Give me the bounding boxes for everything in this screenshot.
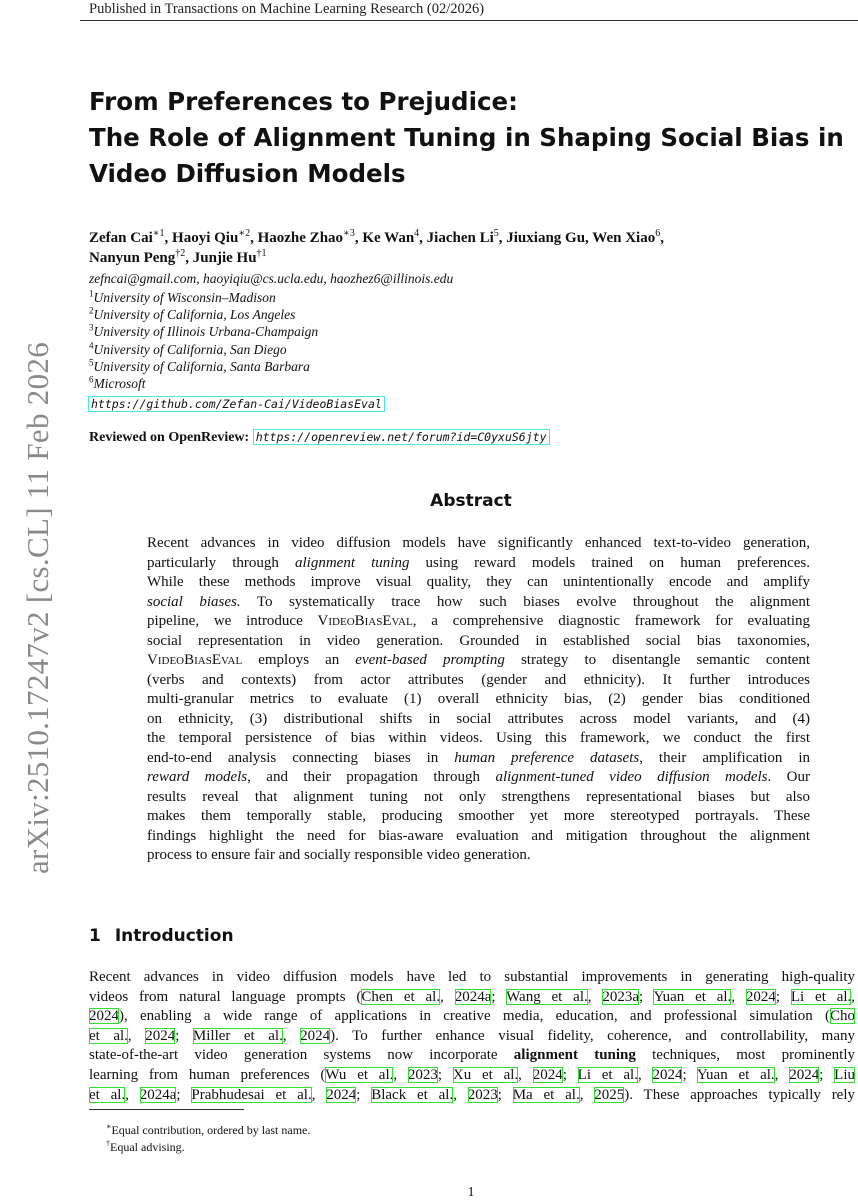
citation-link[interactable]: 2024: [532, 1066, 563, 1083]
text-line: [147, 573, 810, 593]
affiliation-number: 6: [89, 374, 94, 385]
author-name: Nanyun Peng: [89, 250, 176, 266]
author-list: Zefan Cai$^{∗1}$, Haoyi Qiu$^{∗2}$, Haozhe Zhao$^{∗3}$, Ke Wan$^4$, Jiachen Li$^5$, Jiuxiang Gu, Wen Xiao$^6$, Nanyun Peng$^{\dagger 2}$, Junjie Hu$^{\dagger 1}$: [89, 228, 664, 266]
text-line: [147, 788, 810, 808]
text-run: ), enabling a wide range of applications in creative media, education, and professional simulation (: [119, 1008, 830, 1025]
review-label: Reviewed on OpenReview:: [89, 430, 250, 445]
text-run: ,: [518, 1066, 533, 1083]
text-line: [89, 1027, 855, 1047]
text-run: the temporal persistence of bias within videos. Using this framework, we conduct the first: [147, 730, 810, 746]
title-line: The Role of Alignment Tuning in Shaping Social Bias in: [89, 123, 844, 152]
text-run: learning from human preferences (: [89, 1066, 326, 1083]
text-run: ;: [819, 1066, 835, 1083]
text-run: results reveal that alignment tuning not only strengthens representational biases but also: [147, 788, 810, 805]
author-name: Haozhe Zhao: [257, 230, 344, 246]
affiliation-name: University of California, San Diego: [93, 341, 287, 357]
emphasis: social biases.: [147, 593, 241, 610]
citation-link[interactable]: Cho: [829, 1008, 855, 1025]
affiliation: [89, 358, 318, 375]
text-run: ,: [282, 1027, 301, 1044]
citation-link[interactable]: Black et al.: [371, 1086, 454, 1103]
text-run: on ethnicity, (3) distributional shifts in social attributes across model variants, and (4): [147, 710, 810, 727]
affiliation-name: University of Illinois Urbana-Champaign: [93, 324, 319, 340]
emphasis: event-based prompting: [355, 652, 505, 668]
text-run: techniques, most prominently: [635, 1047, 855, 1064]
text-run: ,: [587, 988, 603, 1005]
emphasis: alignment tuning: [295, 554, 410, 571]
citation-link[interactable]: 2024: [300, 1027, 331, 1044]
text-line: [147, 612, 810, 632]
text-line: [147, 671, 810, 691]
text-run: , their amplification in: [639, 749, 810, 766]
abstract-body: [147, 534, 810, 866]
author-name: Ke Wan: [362, 230, 415, 246]
introduction-body: [89, 968, 855, 1105]
citation-link[interactable]: 2024: [326, 1086, 357, 1103]
author-affil-mark: 4: [414, 228, 420, 239]
citation-link[interactable]: Li et al.: [790, 988, 852, 1005]
text-run: While these methods improve visual quality, they can unintentionally encode and amplify: [147, 574, 810, 590]
text-run: ,: [125, 1086, 140, 1103]
affiliation: [89, 375, 318, 392]
citation-link[interactable]: Yuan et al.: [653, 988, 732, 1005]
author-affil-mark: ∗1: [152, 228, 165, 239]
citation-link[interactable]: Ma et al.: [512, 1086, 580, 1103]
text-run: ;: [562, 1066, 578, 1083]
affiliation-number: 2: [89, 305, 94, 316]
text-line: [147, 729, 810, 749]
text-run: ;: [437, 1066, 453, 1083]
text-run: process to ensure fair and socially responsible video generation.: [147, 847, 531, 863]
text-run: employs an: [242, 652, 356, 668]
text-run: ,: [731, 988, 746, 1005]
footnote-mark: †: [106, 1138, 110, 1148]
text-run: ,: [440, 988, 455, 1005]
text-line: [89, 1086, 855, 1106]
affiliation: [89, 289, 318, 306]
emphasis: human preference datasets: [454, 749, 640, 766]
text-run: pipeline, we introduce: [147, 613, 318, 629]
section-title: Introduction: [114, 926, 234, 946]
text-run: ;: [497, 1086, 513, 1103]
citation-link[interactable]: 2024a: [454, 988, 492, 1005]
author-name: Jiachen Li: [426, 230, 494, 246]
footnote-mark: ∗: [106, 1122, 112, 1131]
text-run: ;: [175, 1027, 193, 1044]
running-head: Published in Transactions on Machine Learning Research (02/2026): [89, 1, 485, 17]
text-run: ,: [579, 1086, 595, 1103]
text-run: ,: [127, 1027, 146, 1044]
author-emails: zefncai@gmail.com, haoyiqiu@cs.ucla.edu, haozhez6@illinois.edu: [89, 271, 454, 286]
text-line: [147, 749, 810, 769]
author-affil-mark: 6: [655, 228, 661, 239]
citation-link[interactable]: 2024: [789, 1066, 820, 1083]
text-line: [147, 554, 810, 574]
openreview-line: [89, 429, 550, 446]
author-affil-mark: ∗3: [343, 228, 355, 239]
emphasis: alignment-tuned video diffusion models: [495, 769, 768, 785]
text-run: ;: [775, 988, 791, 1005]
text-run: state-of-the-art video generation systems now incorporate: [89, 1047, 514, 1064]
text-run: ;: [356, 1086, 372, 1103]
citation-link[interactable]: 2024: [745, 988, 776, 1005]
citation-link[interactable]: Wang et al.: [506, 988, 588, 1005]
author-name: Jiuxiang Gu: [506, 230, 586, 246]
affiliation-number: 3: [89, 322, 94, 333]
text-line: [147, 768, 810, 788]
citation-link[interactable]: 2023a: [602, 988, 639, 1005]
text-run: end-to-end analysis connecting biases in: [147, 749, 455, 766]
text-run: Recent advances in video diffusion models have significantly enhanced text-to-video generation,: [147, 535, 810, 551]
affiliation: [89, 306, 318, 323]
citation-link[interactable]: Liu: [834, 1066, 855, 1083]
text-run: . Our: [767, 769, 810, 785]
author-affil-mark: 5: [493, 228, 499, 239]
footnote-text: Equal contribution, ordered by last name.: [111, 1123, 311, 1137]
section-number: 1: [89, 926, 101, 946]
text-line: [147, 827, 810, 847]
abstract-heading: Abstract: [430, 491, 512, 511]
citation-link[interactable]: 2023: [407, 1066, 438, 1083]
author-name: Zefan Cai: [89, 230, 153, 246]
text-run: findings highlight the need for bias-aware evaluation and mitigation throughout the alignment: [147, 827, 810, 844]
openreview-link[interactable]: https://openreview.net/forum?id=C0yxuS6jty: [253, 429, 550, 445]
text-run: ). These approaches typically rely: [624, 1086, 856, 1103]
footnote-rule: [89, 1109, 244, 1110]
author-name: Haoyi Qiu: [172, 230, 239, 246]
text-line: [147, 593, 810, 613]
text-run: Recent advances in video diffusion models have led to substantial improvements in generating high-quality: [89, 969, 855, 985]
text-run: ;: [682, 1066, 697, 1083]
affiliation-name: University of California, Santa Barbara: [93, 358, 310, 374]
text-run: makes them temporally stable, producing smoother yet more stereotyped portrayals. These: [147, 808, 810, 824]
text-line: [89, 1007, 855, 1027]
framework-name: VideoBiasEval: [317, 613, 413, 629]
footnote: [106, 1122, 310, 1139]
citation-link[interactable]: et al.: [89, 1027, 128, 1044]
footnotes: [106, 1122, 310, 1155]
citation-link[interactable]: Chen et al.: [361, 988, 441, 1005]
citation-link[interactable]: Yuan et al.: [696, 1066, 775, 1083]
text-line: [147, 534, 810, 554]
affiliation-name: University of Wisconsin–Madison: [93, 290, 276, 305]
bold-term: alignment tuning: [513, 1047, 636, 1064]
affiliation-name: Microsoft: [93, 375, 146, 391]
text-run: ,: [453, 1086, 468, 1103]
text-line: [89, 1046, 855, 1066]
text-line: [147, 710, 810, 730]
author-affil-mark: ∗2: [238, 228, 251, 239]
footnote: [106, 1139, 310, 1156]
citation-link[interactable]: 2024a: [139, 1086, 177, 1103]
text-line: [147, 807, 810, 827]
footnote-text: Equal advising.: [110, 1139, 185, 1154]
affiliation-number: 1: [89, 288, 94, 299]
text-run: multi-granular metrics to evaluate (1) overall ethnicity bias, (2) gender bias conditioned: [147, 691, 810, 707]
framework-name: VideoBiasEval: [147, 652, 243, 668]
github-link[interactable]: https://github.com/Zefan-Cai/VideoBiasEval: [88, 396, 385, 412]
citation-link[interactable]: 2025: [594, 1086, 625, 1103]
text-run: , and their propagation through: [247, 769, 496, 785]
citation-link[interactable]: 2024: [652, 1066, 683, 1083]
citation-link[interactable]: Wu et al.: [325, 1066, 394, 1083]
affiliation-number: 4: [89, 340, 94, 351]
text-run: ,: [311, 1086, 327, 1103]
text-line: [147, 651, 810, 671]
author-name: Wen Xiao: [592, 230, 656, 246]
text-line: [89, 968, 855, 988]
text-run: ;: [639, 988, 654, 1005]
text-run: using reward models trained on human preferences.: [409, 554, 811, 571]
text-run: ,: [393, 1066, 408, 1083]
citation-link[interactable]: Xu et al.: [452, 1066, 519, 1083]
text-run: ). To further enhance visual fidelity, coherence, and controllability, many: [330, 1027, 856, 1044]
citation-link[interactable]: Prabhudesai et al.: [191, 1086, 312, 1103]
text-line: [147, 846, 810, 866]
page-number: 1: [467, 1185, 475, 1200]
text-line: [89, 1066, 855, 1086]
text-run: ;: [176, 1086, 192, 1103]
text-run: (verbs and contexts) from actor attributes (gender and ethnicity). It further introduces: [147, 671, 810, 688]
citation-link[interactable]: Li et al.: [577, 1066, 638, 1083]
affiliations: [89, 289, 318, 392]
header-rule: [80, 20, 858, 21]
affiliation: [89, 341, 318, 358]
paper-title: [89, 84, 858, 192]
title-line: From Preferences to Prejudice:: [89, 87, 518, 116]
text-run: ,: [774, 1066, 790, 1083]
citation-link[interactable]: 2024: [89, 1008, 119, 1025]
citation-link[interactable]: 2024: [145, 1027, 176, 1044]
author-name: Junjie Hu: [192, 250, 257, 266]
author-affil-mark: †2: [175, 248, 186, 259]
affiliation-number: 5: [89, 357, 94, 368]
arxiv-stamp: arXiv:2510.17247v2 [cs.CL] 11 Feb 2026: [20, 341, 55, 875]
text-line: [147, 690, 810, 710]
author-affil-mark: †1: [256, 248, 267, 259]
text-run: social representation in video generation. Grounded in established social bias taxonomies,: [147, 632, 810, 649]
affiliation-name: University of California, Los Angeles: [93, 307, 296, 323]
text-line: [89, 988, 855, 1008]
text-run: ;: [491, 988, 507, 1005]
text-run: ,: [637, 1066, 653, 1083]
text-run: strategy to disentangle semantic content: [504, 652, 810, 668]
affiliation: [89, 323, 318, 340]
citation-link[interactable]: Miller et al.: [192, 1027, 283, 1044]
text-run: , a comprehensive diagnostic framework for evaluating: [412, 613, 810, 629]
emphasis: reward models: [147, 769, 248, 785]
section-heading: [89, 926, 234, 946]
github-link-wrap: [88, 396, 385, 412]
text-line: [147, 632, 810, 652]
citation-link[interactable]: et al.: [89, 1086, 126, 1103]
text-run: particularly through: [147, 554, 296, 571]
text-run: ,: [851, 988, 856, 1005]
text-run: videos from natural language prompts (: [89, 988, 362, 1005]
text-run: To systematically trace how such biases evolve throughout the alignment: [240, 593, 810, 610]
citation-link[interactable]: 2023: [467, 1086, 498, 1103]
title-line: Video Diffusion Models: [89, 159, 406, 188]
